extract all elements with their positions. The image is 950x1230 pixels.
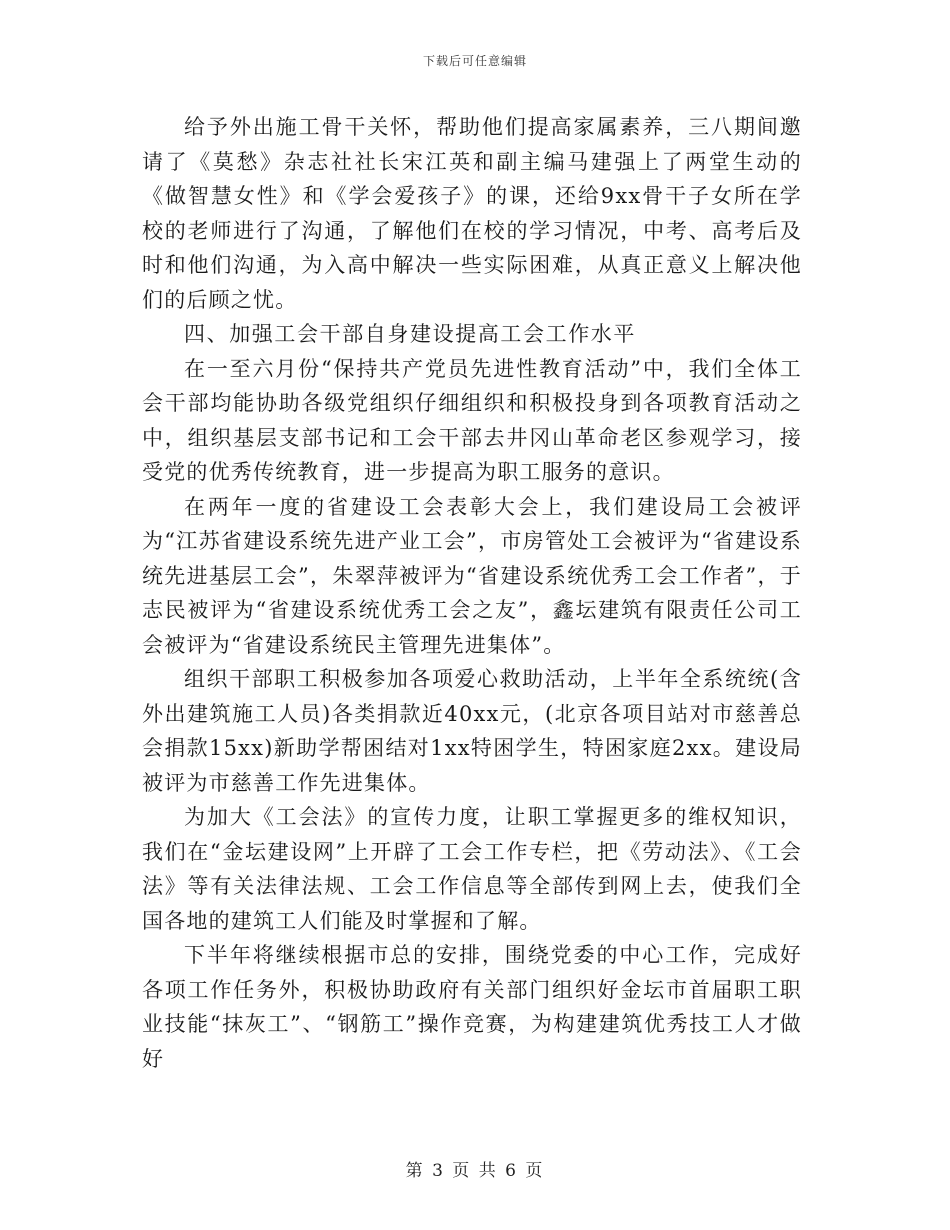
paragraph-charity: 组织干部职工积极参加各项爱心救助活动，上半年全系统统(含外出建筑施工人员)各类捐款近40xx元，(北京各项目站对市慈善总会捐款15xx)新助学帮困结对1xx特困学生，特困家庭2xx。建设局被评为市慈善工作先进集体。: [142, 667, 802, 795]
paragraph-education-activity: 在一至六月份“保持共产党员先进性教育活动”中，我们全体工会干部均能协助各级党组织仔细组织和积极投身到各项教育活动之中，组织基层支部书记和工会干部去井冈山革命老区参观学习，接受党的优秀传统教育，进一步提高为职工服务的意识。: [142, 356, 802, 484]
section-heading-four: 四、加强工会干部自身建设提高工会工作水平: [184, 322, 636, 346]
paragraph-second-half-plan: 下半年将继续根据市总的安排，围绕党委的中心工作，完成好各项工作任务外，积极协助政府有关部门组织好金坛市首届职工职业技能“抹灰工”、“钢筋工”操作竞赛，为构建建筑优秀技工人才做好: [142, 943, 802, 1071]
document-body: [142, 110, 802, 1076]
paragraph-family-care: 给予外出施工骨干关怀，帮助他们提高家属素养，三八期间邀请了《莫愁》杂志社社长宋江英和副主编马建强上了两堂生动的《做智慧女性》和《学会爱孩子》的课，还给9xx骨干子女所在学校的老师进行了沟通，了解他们在校的学习情况，中考、高考后及时和他们沟通，为入高中解决一些实际困难，从真正意义上解决他们的后顾之忧。: [142, 115, 802, 312]
paragraph-union-law: 为加大《工会法》的宣传力度，让职工掌握更多的维权知识，我们在“金坛建设网”上开辟了工会工作专栏，把《劳动法》、《工会法》等有关法律法规、工会工作信息等全部传到网上去，使我们全国各地的建筑工人们能及时掌握和了解。: [142, 805, 802, 933]
page-number-footer: 第 3 页 共 6 页: [405, 1161, 545, 1181]
paragraph-awards: 在两年一度的省建设工会表彰大会上，我们建设局工会被评为“江苏省建设系统先进产业工会”，市房管处工会被评为“省建设系统先进基层工会”，朱翠萍被评为“省建设系统优秀工会工作者”，于志民被评为“省建设系统优秀工会之友”，鑫坛建筑有限责任公司工会被评为“省建设系统民主管理先进集体”。: [142, 494, 802, 657]
page-header: 下载后可任意编辑: [422, 54, 527, 68]
